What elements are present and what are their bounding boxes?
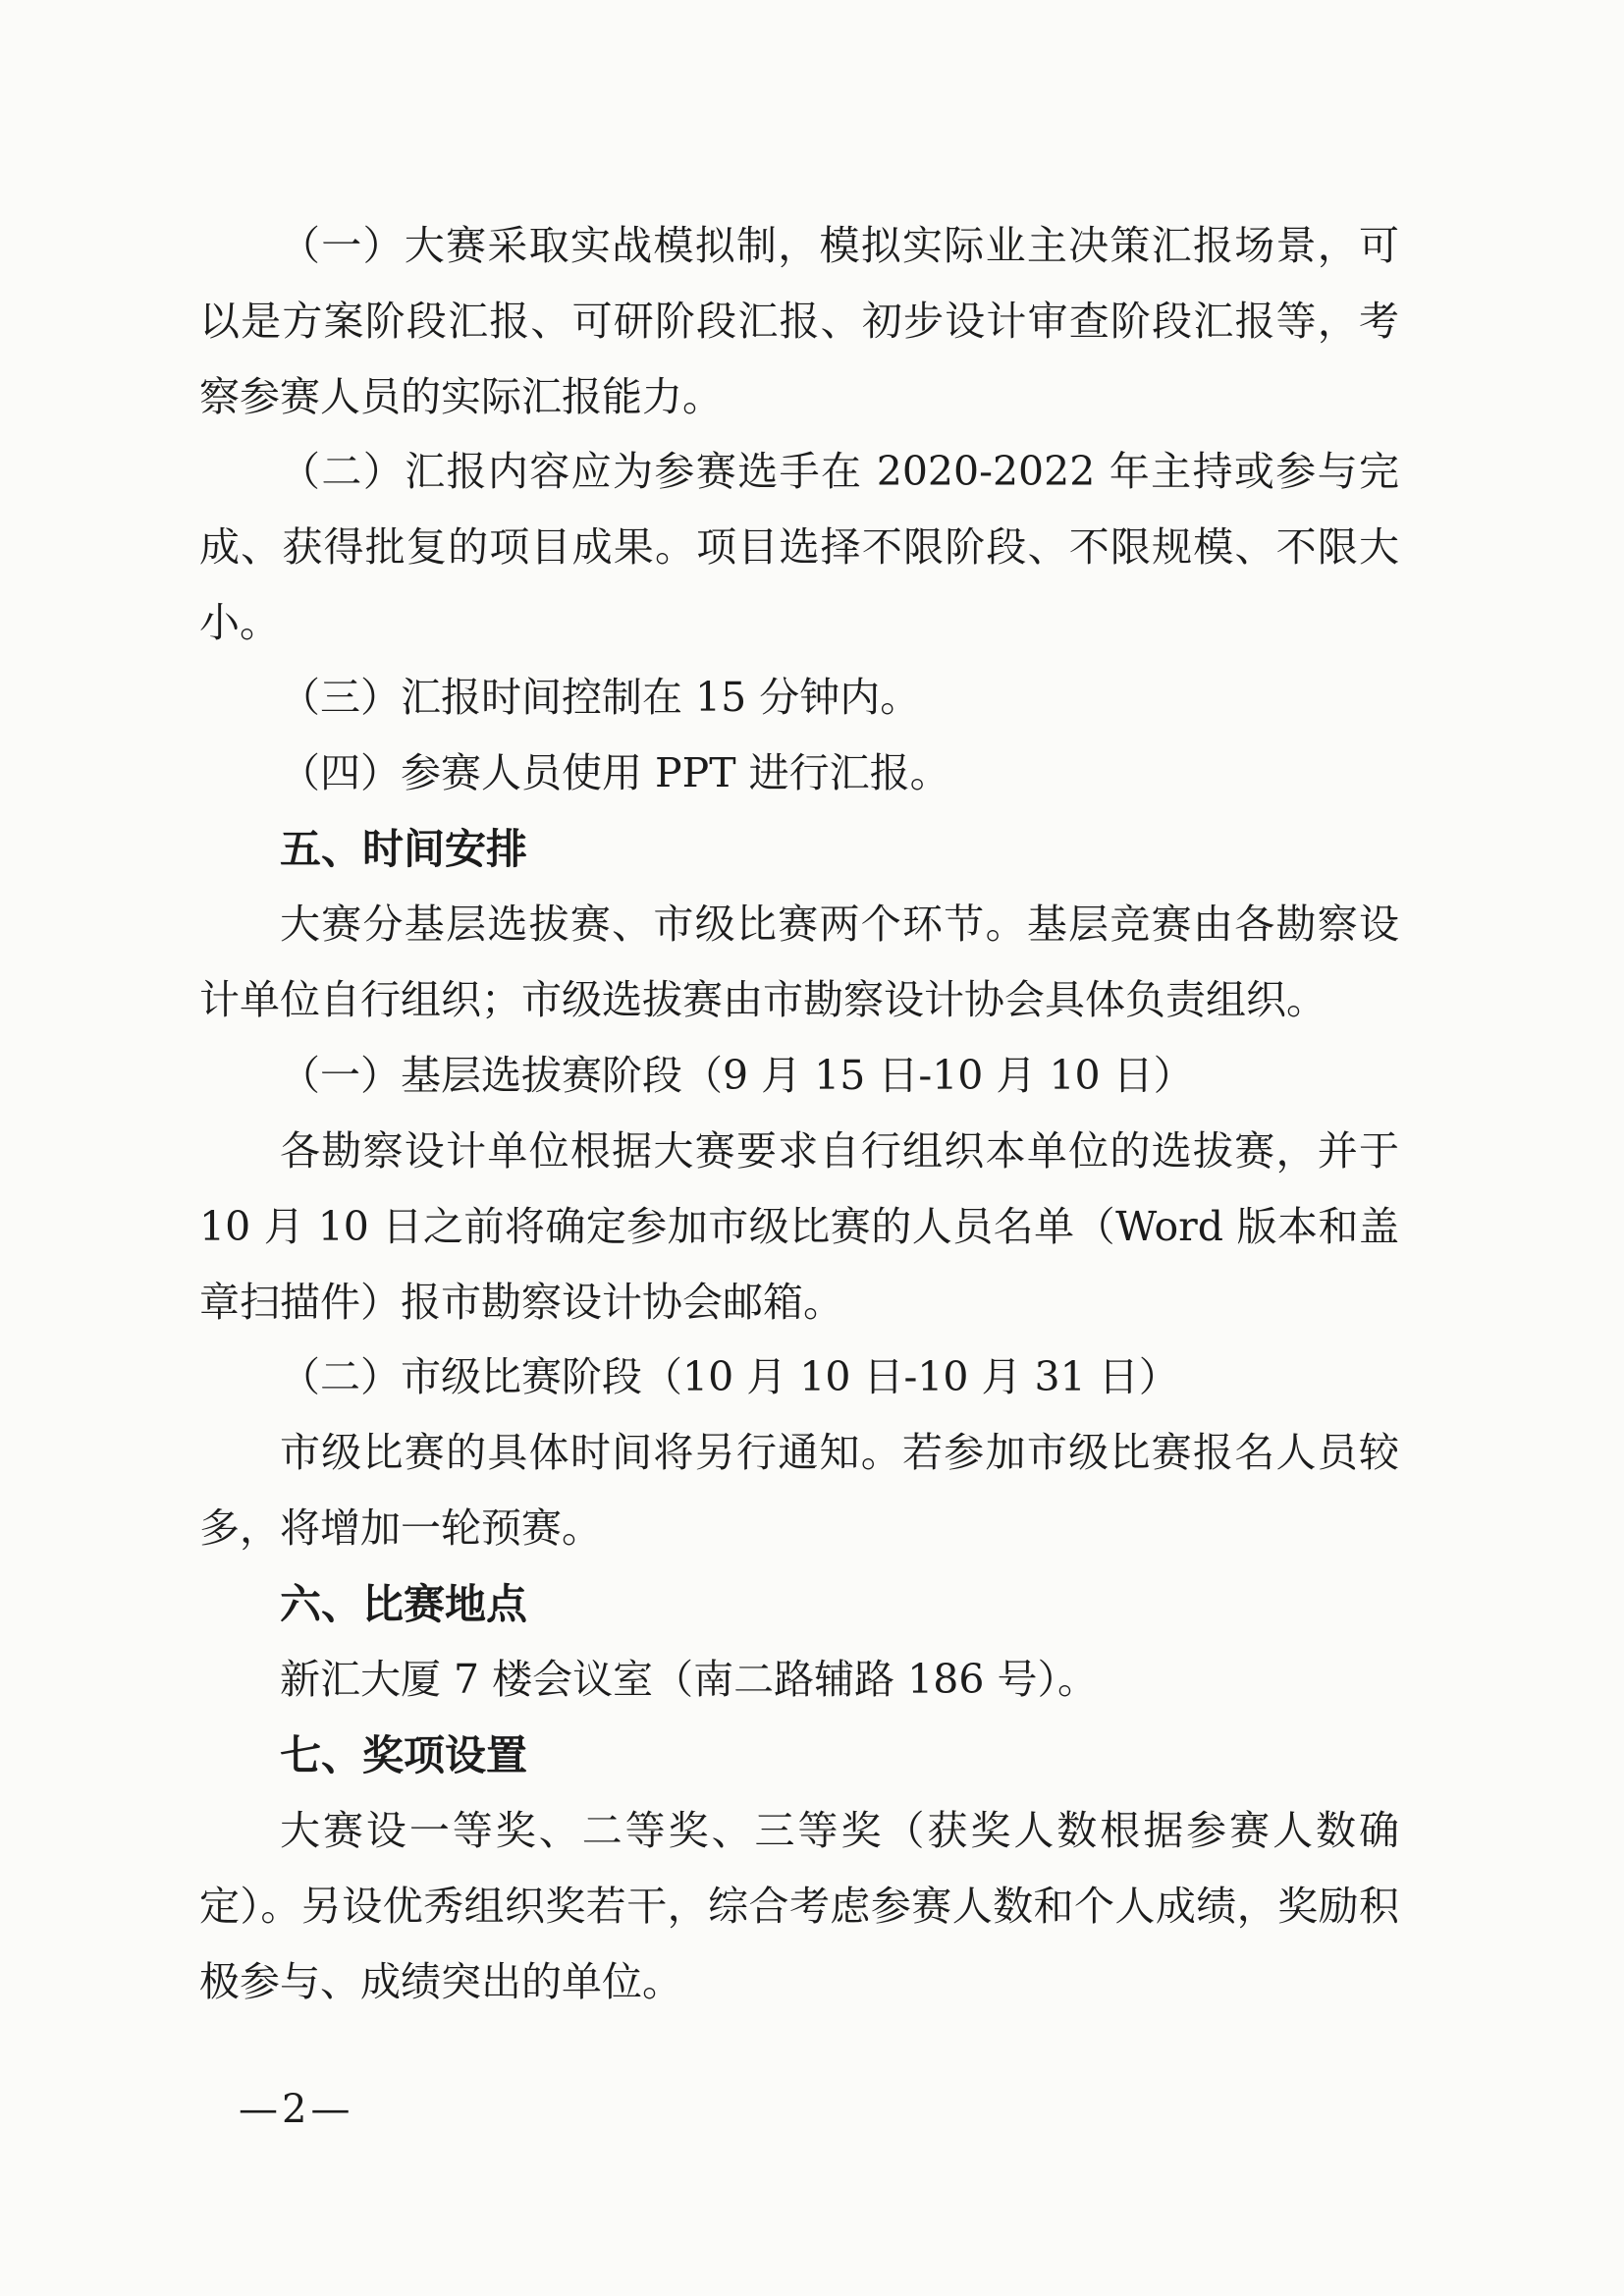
paragraph-stage-1-title: （一）基层选拔赛阶段（9 月 15 日-10 月 10 日）: [280, 1052, 1194, 1099]
section-heading-awards: 七、奖项设置: [280, 1731, 528, 1779]
section-heading-time-schedule: 五、时间安排: [280, 825, 528, 873]
paragraph-item-4: （四）参赛人员使用 PPT 进行汇报。: [280, 749, 950, 796]
paragraph-stage-2-body: 市级比赛的具体时间将另行通知。若参加市级比赛报名人员较多，将增加一轮预赛。: [199, 1429, 1399, 1552]
paragraph-awards: 大赛设一等奖、二等奖、三等奖（获奖人数根据参赛人数确定）。另设优秀组织奖若干，综合考虑参赛人数和个人成绩，奖励积极参与、成绩突出的单位。: [199, 1807, 1399, 2005]
page-number: —2—: [239, 2087, 354, 2132]
paragraph-item-1: （一）大赛采取实战模拟制，模拟实际业主决策汇报场景，可以是方案阶段汇报、可研阶段汇报、初步设计审查阶段汇报等，考察参赛人员的实际汇报能力。: [199, 222, 1399, 420]
paragraph-stage-1-body: 各勘察设计单位根据大赛要求自行组织本单位的选拔赛，并于 10 月 10 日之前将确定参加市级比赛的人员名单（Word 版本和盖章扫描件）报市勘察设计协会邮箱。: [199, 1127, 1399, 1326]
paragraph-item-3: （三）汇报时间控制在 15 分钟内。: [280, 674, 921, 721]
paragraph-schedule-overview: 大赛分基层选拔赛、市级比赛两个环节。基层竞赛由各勘察设计单位自行组织；市级选拔赛由市勘察设计协会具体负责组织。: [199, 901, 1399, 1023]
paragraph-item-2: （二）汇报内容应为参赛选手在 2020-2022 年主持或参与完成、获得批复的项目成果。项目选择不限阶段、不限规模、不限大小。: [199, 448, 1399, 646]
section-heading-venue: 六、比赛地点: [280, 1580, 528, 1628]
paragraph-venue: 新汇大厦 7 楼会议室（南二路辅路 186 号）。: [280, 1656, 1098, 1703]
paragraph-stage-2-title: （二）市级比赛阶段（10 月 10 日-10 月 31 日）: [280, 1353, 1179, 1400]
